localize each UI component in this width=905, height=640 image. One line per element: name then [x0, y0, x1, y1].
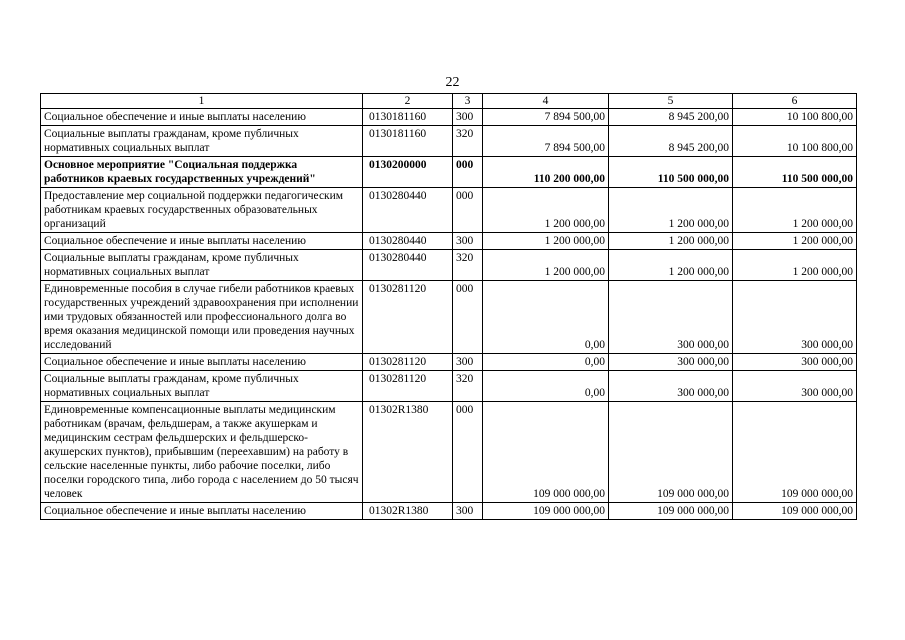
expense-type: 320: [453, 371, 483, 402]
header-cell: 2: [363, 94, 453, 109]
row-description: Единовременные пособия в случае гибели работников краевых государственных учреждений здравоохранения при исполнении ими трудовых обязанностей или профессионального долга во время оказания медицинской помощи или проведения научных исследований: [41, 281, 363, 354]
target-code: 0130281120: [363, 281, 453, 354]
amount-col4: 7 894 500,00: [483, 126, 609, 157]
row-description: Социальные выплаты гражданам, кроме публичных нормативных социальных выплат: [41, 250, 363, 281]
target-code: 0130200000: [363, 157, 453, 188]
amount-col4: 1 200 000,00: [483, 250, 609, 281]
amount-col6: 110 500 000,00: [733, 157, 857, 188]
row-description: Социальное обеспечение и иные выплаты населению: [41, 354, 363, 371]
row-description: Социальные выплаты гражданам, кроме публичных нормативных социальных выплат: [41, 371, 363, 402]
expense-type: 300: [453, 503, 483, 520]
target-code: 0130280440: [363, 233, 453, 250]
header-row: [41, 94, 857, 109]
table-row: [41, 371, 857, 402]
row-description: Социальное обеспечение и иные выплаты населению: [41, 503, 363, 520]
row-description: Социальные выплаты гражданам, кроме публичных нормативных социальных выплат: [41, 126, 363, 157]
header-cell: 5: [609, 94, 733, 109]
budget-table: [40, 93, 857, 520]
target-code: 0130281120: [363, 354, 453, 371]
table-row: [41, 188, 857, 233]
table-row: [41, 402, 857, 503]
amount-col5: 300 000,00: [609, 281, 733, 354]
target-code: 0130281120: [363, 371, 453, 402]
table-row: [41, 157, 857, 188]
expense-type: 000: [453, 157, 483, 188]
target-code: 0130181160: [363, 109, 453, 126]
row-description: Социальное обеспечение и иные выплаты населению: [41, 233, 363, 250]
expense-type: 000: [453, 188, 483, 233]
expense-type: 000: [453, 281, 483, 354]
table-row: [41, 250, 857, 281]
amount-col5: 1 200 000,00: [609, 188, 733, 233]
table-row: [41, 126, 857, 157]
amount-col6: 109 000 000,00: [733, 503, 857, 520]
row-description: Основное мероприятие "Социальная поддержка работников краевых государственных учреждений": [41, 157, 363, 188]
row-description: Единовременные компенсационные выплаты медицинским работникам (врачам, фельдшерам, а также акушеркам и медицинским сестрам фельдшерских и фельдшерско-акушерских пунктов), прибывшим (переехавшим) на работу в сельские населенные пункты, либо рабочие поселки, либо поселки городского типа, либо города с населением до 50 тысяч человек: [41, 402, 363, 503]
header-cell: 6: [733, 94, 857, 109]
target-code: 0130280440: [363, 188, 453, 233]
amount-col6: 1 200 000,00: [733, 188, 857, 233]
amount-col6: 300 000,00: [733, 371, 857, 402]
amount-col5: 1 200 000,00: [609, 233, 733, 250]
row-description: Предоставление мер социальной поддержки педагогическим работникам краевых государственных образовательных организаций: [41, 188, 363, 233]
amount-col6: 300 000,00: [733, 354, 857, 371]
header-cell: 4: [483, 94, 609, 109]
amount-col5: 8 945 200,00: [609, 126, 733, 157]
table-row: [41, 233, 857, 250]
table-row: [41, 503, 857, 520]
target-code: 01302R1380: [363, 402, 453, 503]
amount-col4: 110 200 000,00: [483, 157, 609, 188]
amount-col6: 10 100 800,00: [733, 109, 857, 126]
amount-col4: 0,00: [483, 371, 609, 402]
amount-col4: 109 000 000,00: [483, 402, 609, 503]
amount-col4: 1 200 000,00: [483, 233, 609, 250]
table-row: [41, 109, 857, 126]
amount-col5: 300 000,00: [609, 354, 733, 371]
amount-col4: 1 200 000,00: [483, 188, 609, 233]
expense-type: 000: [453, 402, 483, 503]
amount-col5: 110 500 000,00: [609, 157, 733, 188]
expense-type: 300: [453, 109, 483, 126]
amount-col4: 0,00: [483, 354, 609, 371]
expense-type: 300: [453, 354, 483, 371]
table-row: [41, 354, 857, 371]
amount-col6: 1 200 000,00: [733, 233, 857, 250]
table-row: [41, 281, 857, 354]
row-description: Социальное обеспечение и иные выплаты населению: [41, 109, 363, 126]
expense-type: 320: [453, 250, 483, 281]
expense-type: 300: [453, 233, 483, 250]
amount-col5: 109 000 000,00: [609, 402, 733, 503]
expense-type: 320: [453, 126, 483, 157]
amount-col4: 109 000 000,00: [483, 503, 609, 520]
target-code: 0130280440: [363, 250, 453, 281]
amount-col5: 109 000 000,00: [609, 503, 733, 520]
target-code: 0130181160: [363, 126, 453, 157]
target-code: 01302R1380: [363, 503, 453, 520]
amount-col6: 109 000 000,00: [733, 402, 857, 503]
amount-col6: 300 000,00: [733, 281, 857, 354]
header-cell: 3: [453, 94, 483, 109]
amount-col5: 8 945 200,00: [609, 109, 733, 126]
amount-col6: 1 200 000,00: [733, 250, 857, 281]
amount-col5: 300 000,00: [609, 371, 733, 402]
amount-col4: 7 894 500,00: [483, 109, 609, 126]
amount-col6: 10 100 800,00: [733, 126, 857, 157]
amount-col4: 0,00: [483, 281, 609, 354]
header-cell: 1: [41, 94, 363, 109]
page-number: 22: [445, 75, 460, 90]
amount-col5: 1 200 000,00: [609, 250, 733, 281]
